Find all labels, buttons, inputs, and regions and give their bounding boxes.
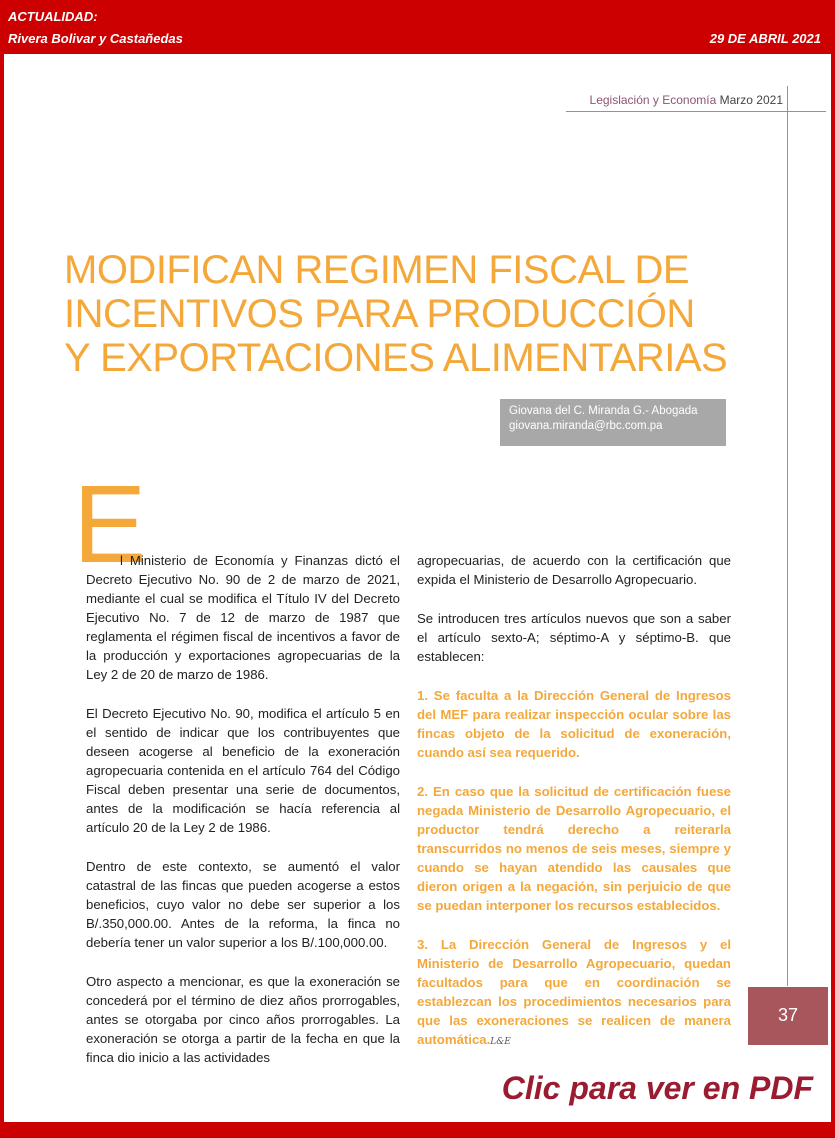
drop-cap: E (73, 463, 147, 586)
highlight-text: 3. La Dirección General de Ingresos y el Ministerio de Desarrollo Agropecuario, quedan facultados para que en coordinación se establezcan los procedimientos necesarios para que las exoneraciones se realicen de manera automática. (417, 937, 731, 1047)
banner-date: 29 DE ABRIL 2021 (709, 31, 821, 46)
title-line: Y EXPORTACIONES ALIMENTARIAS (64, 336, 728, 380)
bottom-banner (0, 1122, 835, 1138)
author-name: Giovana del C. Miranda G.- Abogada (509, 405, 698, 417)
title-line: INCENTIVOS PARA PRODUCCIÓN (64, 292, 695, 336)
page-number: 37 (748, 987, 828, 1045)
top-banner (0, 0, 835, 54)
paragraph: l Ministerio de Economía y Finanzas dictó el Decreto Ejecutivo No. 90 de 2 de marzo de 2021, mediante el cual se modifica el Título IV del Decreto Ejecutivo No. 7 de 12 de marzo de 1987 que reglamenta el régimen fiscal de incentivos a favor de la producción y exportaciones agropecuarias de la Ley 2 de 20 de marzo de 1986. (86, 553, 400, 682)
highlight-item: 2. En caso que la solicitud de certificación fuese negada Ministerio de Desarrollo Agropecuario, el productor tendrá derecho a reiterarla transcurridos no menos de seis meses, siempre y cuando se hayan atendido las causales que dieron origen a la negación, sin perjuicio de que se puedan interponer los recursos establecidos. (417, 784, 731, 913)
paragraph: agropecuarias, de acuerdo con la certificación que expida el Ministerio de Desarrollo Agropecuario. (417, 553, 731, 587)
paragraph: El Decreto Ejecutivo No. 90, modifica el artículo 5 en el sentido de indicar que los contribuyentes que deseen acogerse al beneficio de la exoneración agropecuaria contenida en el artículo 764 del Código Fiscal deben presentar una serie de documentos, antes de la modificación se hacía referencia al artículo 20 de la Ley 2 de 1986. (86, 706, 400, 835)
left-column (86, 551, 400, 1087)
signature: L&E (490, 1037, 511, 1047)
paragraph: Otro aspecto a mencionar, es que la exoneración se concederá por el término de diez años prorrogables, antes se otorgaba por cinco años prorrogables. La exoneración se otorga a partir de la fecha en que la finca dio inicio a las actividades (86, 974, 400, 1065)
publication-issue: Marzo 2021 (719, 93, 783, 107)
highlight-item (417, 935, 731, 1052)
firm-name: Rivera Bolivar y Castañedas (8, 31, 183, 46)
paragraph: Se introducen tres artículos nuevos que son a saber el artículo sexto-A; séptimo-A y séptimo-B. que establecen: (417, 611, 731, 664)
header-rule (566, 111, 826, 112)
title-line: MODIFICAN REGIMEN FISCAL DE (64, 248, 690, 292)
author-box (500, 399, 726, 446)
paragraph: Dentro de este contexto, se aumentó el valor catastral de las fincas que pueden acogerse a estos beneficios, cuyo valor no debe ser superior a los B/.350,000.00. Antes de la reforma, la finca no debería tener un valor superior a los B/.100,000.00. (86, 859, 400, 950)
publication-name: Legislación y Economía (589, 93, 717, 107)
section-label: ACTUALIDAD: (8, 9, 98, 24)
author-email: giovana.miranda@rbc.com.pa (509, 420, 663, 432)
right-column (417, 551, 731, 1072)
highlight-item: 1. Se faculta a la Dirección General de Ingresos del MEF para realizar inspección ocular sobre las fincas objeto de la solicitud de exoneración, cuando así sea requerido. (417, 688, 731, 760)
pdf-link[interactable]: Clic para ver en PDF (501, 1070, 813, 1106)
article-title (64, 248, 784, 380)
publication-header (590, 93, 783, 107)
vertical-rule (787, 86, 788, 986)
